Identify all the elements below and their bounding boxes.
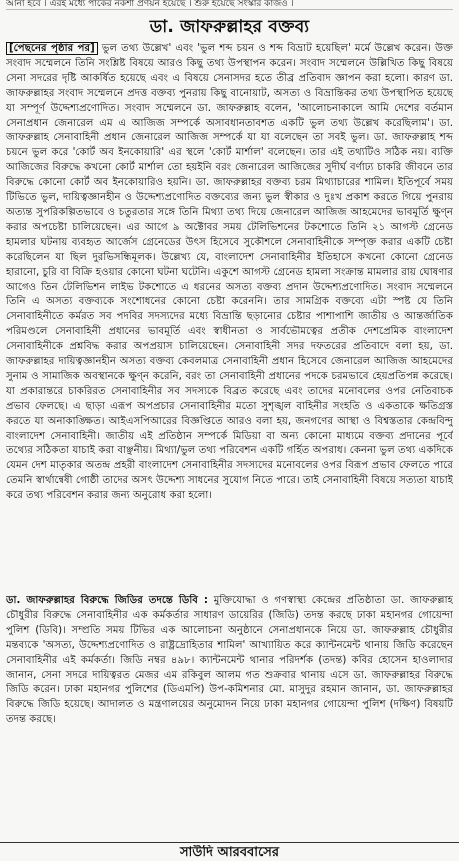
section-subhead: ডা. জাফরুল্লাহর বিরুদ্ধে জিডির তদন্তে ডিবি : <box>6 595 209 606</box>
next-article-headline: সাউদি আরববাসের <box>179 845 280 860</box>
article-body <box>6 42 453 592</box>
continued-tag: [পেছনের পৃষ্ঠার পর] <box>6 42 98 55</box>
article-headline: ডা. জাফরুল্লাহর বক্তব্য <box>149 17 310 37</box>
previous-article-tail: আনা হবে । এরই মধ্যে পাকের নকশা প্রণয়ন হয়েছে । শুরু হয়েছে সংস্কার কাজও । <box>6 0 453 10</box>
article-paragraph: ভুল তথ্য উল্লেখ' এবং 'ভুল শব্দ চয়ন ও শব্দ বিভ্রাট হয়েছিল' মর্মে উল্লেখ করেন। উক্ত সংবাদ সম্মেলনে তিনি সংশ্লিষ্ট বিষয়ে আরও কিছু তথ্য উপস্থাপন করেন। সংবাদ সম্মেলনে উল্লিখিত কিছু বিষয়ে সেনা সদরের দৃষ্টি আকর্ষিত হয়েছে এবং এ বিষয়ে সেনাসদর হতে তীব্র প্রতিবাদ জ্ঞাপন করা হলো। কারণ ডা. জাফরুল্লাহর সংবাদ সম্মেলনে প্রদত্ত বক্তব্য পুনরায় কিছু বানোয়াট, অসত্য ও বিভ্রান্তিকর তথ্য উপস্থাপিত হয়েছে যা সম্পূর্ণ উদ্দেশ্যপ্রণোদিত। সংবাদ সম্মেলনে ডা. জাফরুল্লাহ বলেন, 'আলোচনাকালে আমি দেশের বর্তমান সেনাপ্রধান জেনারেল এম এ আজিজ সম্পর্কে অসাবধানতাবশত একটি ভুল তথ্য উল্লেখ করেছিলাম'। ডা. জাফরুল্লাহ সেনাবাহিনী প্রধান জেনারেল আজিজ সম্পর্কে যা যা বলেছেন তা সবই ভুল। ডা. জাফরুল্লাহ শব্দ চয়নে ভুল করে 'কোর্ট অব ইনকোয়ারি' এর স্থলে 'কোর্ট মার্শাল' বলেছেন। তার এই তথ্যটিও সঠিক নয়। ব্যক্তি আজিজের বিরুদ্ধে কখনো কোর্ট মার্শাল তো হয়ইনি বরং জেনারেল আজিজের সুদীর্ঘ বর্ণাঢ্য চাকরি জীবনে তার বিরুদ্ধে কোনো কোর্ট অব ইনকোয়ারিও হয়নি। ডা. জাফরুল্লাহর বক্তব্য চরম মিথ্যাচারের শামিল। ইতিপূর্বে সময় টিভিতে ভুল, দায়িত্বজ্ঞানহীন ও উদ্দেশ্যপ্রণোদিত বক্তব্যের জন্য ভুল স্বীকার ও দুঃখ প্রকাশ করতে গিয়ে পুনরায় অত্যন্ত সুপরিকল্পিতভাবে ও চতুরতার সঙ্গে তিনি মিথ্যা তথ্য দিয়ে জেনারেল আজিজ আহমেদের ভাবমূর্তি ক্ষুণ্ন করার অপচেষ্টা চালিয়েছেন। এর আগে ৯ অক্টোবর সময় টেলিভিশনের টকশোতে তিনি ২১ আগস্ট গ্রেনেড হামলার ঘটনায় ব্যবহৃত আর্জেস গ্রেনেডের উৎস হিসেবে সুকৌশলে সেনাবাহিনীকে সম্পৃক্ত করার একটি চেষ্টা করেছিলেন যা ছিল দুরভিসন্ধিমূলক। উল্লেখ্য যে, বাংলাদেশ সেনাবাহিনীর ইতিহাসে কখনো কোনো গ্রেনেড হারানো, চুরি বা বিক্রি হওয়ার কোনো ঘটনা ঘটেনি। একুশে আগস্ট গ্রেনেড হামলা সংক্রান্ত মামলার রায় ঘোষণার আগেও তিন টেলিভিশন লাইভ টকশোতে এ ধরনের অসত্য বক্তব্য প্রদান উদ্দেশ্যপ্রণোদিত। সংবাদ সম্মেলনে তিনি এ অসত্য বক্তব্যকে সংশোধনের কোনো চেষ্টা করেননি। তার সামগ্রিক বক্তব্যে এটা স্পষ্ট যে তিনি সেনাবাহিনীতে কর্মরত সব পদবির সদস্যদের মধ্যে বিভ্রান্তি ছড়ানোর চেষ্টার পাশাপাশি জাতীয় ও আন্তর্জাতিক পরিমণ্ডলে সেনাবাহিনী প্রধানের ভাবমূর্তি এবং স্বাধীনতা ও সার্বভৌমত্বের প্রতীক দেশপ্রেমিক বাংলাদেশ সেনাবাহিনীকে প্রশ্নবিদ্ধ করার অপপ্রয়াস চালিয়েছেন। সেনাবাহিনী সদর দফতরের প্রতিবাদে বলা হয়, ডা. জাফরুল্লাহর দায়িত্বজ্ঞানহীন অসত্য বক্তব্য কেবলমাত্র সেনাবাহিনী প্রধান হিসেবে জেনারেল আজিজ আহমেদের সুনাম ও সামাজিক অবস্থানকে ক্ষুণ্ন করেনি, বরং তা সেনাবাহিনী প্রধানের পদকে চরমভাবে হেয়প্রতিপন্ন করেছে। যা প্রকারান্তরে চাকরিরত সেনাবাহিনীর সব সদস্যকে বিব্রত করেছে এবং তাদের মনোবলের ওপর নেতিবাচক প্রভাব ফেলছে। এ ছাড়া এরূপ অপপ্রচার সেনাবাহিনীর মতো সুশৃঙ্খল বাহিনীর সংহতি ও একতাকে ক্ষতিগ্রস্ত করতে যা অনাকাঙ্ক্ষিত। আইএসপিআরের বিজ্ঞপ্তিতে আরও বলা হয়, জনগণের আস্থা ও বিশ্বস্ততার কেন্দ্রবিন্দু বাংলাদেশ সেনাবাহিনী। জাতীয় এই প্রতিষ্ঠান সম্পর্কে মিডিয়া বা অন্য কোনো মাধ্যমে বক্তব্য প্রদানের পূর্বে তথ্যের সঠিকতা যাচাই করা বাঞ্ছনীয়। মিথ্যা/ভুল তথ্য পরিবেশন একটি গর্হিত অপরাধ। কেননা ভুল তথ্য একদিকে যেমন দেশ মাতৃকার অতন্দ্র প্রহরী বাংলাদেশ সেনাবাহিনীর সদস্যদের মনোবলের ওপর বিরূপ প্রভাব ফেলতে পারে তেমনি স্বার্থান্বেষী গোষ্ঠী তাদের অসৎ উদ্দেশ্য সাধনের সুযোগ নিতে পারে। তাই সেনাবাহিনী বিষয়ে সত্যতা যাচাই করে তথ্য পরিবেশন করার জন্য অনুরোধ করা হলো। <box>6 43 453 502</box>
divider <box>0 842 459 843</box>
section-paragraph: মুক্তিযোদ্ধা ও গণস্বাস্থ্য কেন্দ্রের প্রতিষ্ঠাতা ডা. জাফরুল্লাহ চৌধুরীর বিরুদ্ধে সেনাবাহিনীর এক কর্মকর্তার সাধারণ ডায়েরির (জিডি) তদন্ত করছে ঢাকা মহানগর গোয়েন্দা পুলিশ (ডিবি)। সম্প্রতি সময় টিভির এক আলোচনা অনুষ্ঠানে সেনাপ্রধানকে নিয়ে ডা. জাফরুল্লাহ চৌধুরীর মন্তব্যকে 'অসত্য, উদ্দেশ্যপ্রণোদিত ও রাষ্ট্রদ্রোহিতার শামিল' আখ্যায়িত করে ক্যান্টনমেন্ট থানায় জিডি করেছেন সেনাবাহিনীর এই কর্মকর্তা। জিডি নম্বর ৪৯৮। ক্যান্টনমেন্ট থানার পরিদর্শক (তদন্ত) কবির হোসেন হাওলাদার জানান, সেনা সদরে দায়িত্বরত মেজর এম রকিবুল আলম গত শুক্রবার থানায় এসে ডা. জাফরুল্লাহর বিরুদ্ধে জিডি করেন। ঢাকা মহানগর পুলিশের (ডিএমপি) উপ-কমিশনার মো. মাসুদুর রহমান জানান, ডা. জাফরুল্লাহর বিরুদ্ধে জিডি হয়েছে। আদালত ও মন্ত্রণালয়ের অনুমোদন নিয়ে ঢাকা মহানগর গোয়েন্দা পুলিশ (দক্ষিণ) বিষয়টি তদন্ত করছে। <box>6 595 453 726</box>
article-section-dibi <box>6 594 453 824</box>
